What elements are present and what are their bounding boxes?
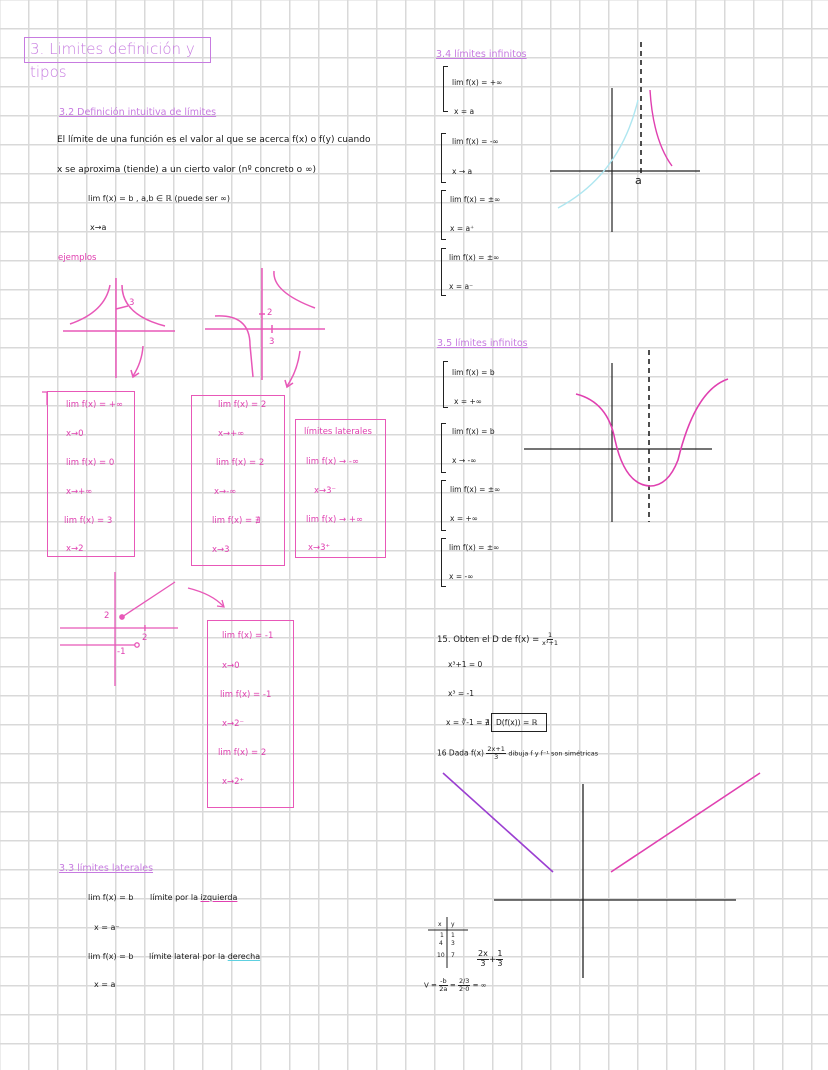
box1-line-5: lim f(x) = 3 — [64, 516, 113, 526]
right-limit-sub: x = a — [94, 980, 116, 989]
xy-table-lines — [428, 917, 468, 968]
s34-item4-sub: x = a⁻ — [449, 282, 474, 291]
section-3-4-heading: 3.4 límites infinitos — [436, 49, 527, 60]
ex15-statement-text: 15. Obten el D de f(x) = — [437, 635, 540, 646]
exercise-15-statement — [437, 632, 558, 647]
limits-at-infinity-graph — [524, 350, 728, 522]
example-box-4 — [207, 620, 294, 808]
ex16-frac-den: 3 — [494, 753, 499, 762]
graph1-label: 3 — [129, 298, 135, 308]
box2-line-4: x→-∞ — [214, 487, 237, 497]
left-limit-text — [150, 894, 237, 902]
ex15-frac-den: x³+1 — [542, 639, 559, 648]
definition-line-2: x se aproxima (tiende) a un cierto valor (nº concreto o ∞) — [57, 165, 316, 175]
s34-item3-sub: x = a⁺ — [450, 224, 475, 233]
table-header-y: y — [451, 921, 455, 928]
ex15-step2: x³ = -1 — [448, 689, 474, 698]
graph3-label-y-bottom: -1 — [117, 647, 126, 657]
right-limit-formula: lim f(x) = b — [88, 952, 134, 961]
s34-item1-sub: x = a — [454, 107, 475, 116]
left-limit-sub: x = a⁻ — [94, 923, 120, 932]
box2-line-2: x→+∞ — [218, 429, 245, 439]
example-box-2 — [191, 395, 285, 566]
left-limit-text-b: izquierda — [200, 893, 238, 902]
ex15-answer-box — [491, 713, 547, 732]
box1-line-1: lim f(x) = +∞ — [66, 400, 124, 410]
ex15-fraction — [542, 632, 558, 647]
vertex-eq: = — [449, 981, 456, 990]
s35-item1-sub: x = +∞ — [454, 397, 483, 406]
s34-item4-formula: lim f(x) = ±∞ — [449, 253, 500, 262]
ex15-step3: x = ∛-1 = ∄ — [446, 718, 490, 727]
expr-frac-2 — [496, 950, 503, 969]
section-3-3-heading: 3.3 límites laterales — [59, 863, 154, 874]
exercise-16-statement — [437, 746, 598, 761]
s35-item2-formula: lim f(x) = b — [452, 427, 495, 436]
box4-line-5: lim f(x) = 2 — [218, 748, 267, 758]
box2-line-5: lim f(x) = ∄ — [212, 516, 261, 526]
box4-line-2: x→0 — [222, 661, 240, 671]
example-box-1 — [47, 391, 135, 557]
s34-item2-formula: lim f(x) = -∞ — [452, 137, 499, 146]
lateral-limits-box — [295, 419, 386, 558]
vertex-formula — [424, 978, 487, 993]
ex15-step1: x³+1 = 0 — [448, 660, 483, 669]
s34-item2-sub: x → a — [452, 167, 473, 176]
box4-line-4: x→2⁻ — [222, 719, 245, 729]
s35-item4-sub: x = -∞ — [449, 572, 474, 581]
s35-item1-formula: lim f(x) = b — [452, 368, 495, 377]
table-row3-x: 10 — [437, 952, 445, 959]
vertex-den-1: 2a — [439, 985, 448, 994]
graph2-label-x: 3 — [269, 337, 275, 347]
bracket-3-4-1 — [443, 66, 448, 112]
box2-line-1: lim f(x) = 2 — [218, 400, 267, 410]
definition-formula: lim f(x) = b , a,b ∈ ℝ (puede ser ∞) — [88, 194, 230, 203]
expr-den-1: 3 — [480, 958, 486, 968]
box1-line-4: x→+∞ — [66, 487, 93, 497]
vertex-den-2: 2·0 — [459, 985, 470, 994]
s35-item3-sub: x = +∞ — [450, 514, 479, 523]
vertex-end: = ∞ — [472, 981, 487, 990]
graph2-label-y: 2 — [267, 308, 273, 318]
s35-item2-sub: x → -∞ — [452, 456, 477, 465]
right-limit-text-b: derecha — [227, 952, 261, 961]
bracket-3-5-2 — [441, 423, 446, 473]
table-row3-y: 7 — [451, 952, 455, 959]
box1-line-6: x→2 — [66, 544, 84, 554]
box2-line-6: x→3 — [212, 545, 230, 555]
bracket-3-4-3 — [441, 190, 446, 240]
ex16-statement-a: 16 Dada f(x) — [437, 748, 484, 758]
left-limit-text-a: límite por la — [150, 893, 201, 902]
graph3-label-y-top: 2 — [104, 611, 110, 621]
vertex-num-1: -b — [440, 977, 447, 985]
right-limit-text-a: límite lateral por la — [149, 952, 228, 961]
ex15-frac-num: 1 — [547, 631, 553, 639]
vertex-frac-2 — [458, 978, 470, 993]
box3-line-1: lim f(x) → -∞ — [306, 457, 360, 467]
bracket-3-5-4 — [441, 538, 446, 587]
graph-a-label: a — [635, 174, 642, 187]
box3-line-4: x→3⁺ — [308, 543, 331, 553]
ex16-expression — [477, 950, 503, 969]
vertex-num-2: 2/3 — [458, 977, 470, 985]
table-row2-y: 3 — [451, 940, 455, 947]
box4-line-6: x→2⁺ — [222, 777, 245, 787]
expr-plus: + — [488, 954, 497, 965]
examples-label: ejemplos — [58, 253, 97, 263]
box2-line-3: lim f(x) = 2 — [216, 458, 265, 468]
box4-line-3: lim f(x) = -1 — [220, 690, 272, 700]
box3-line-2: x→3⁻ — [314, 486, 337, 496]
box1-line-2: x→0 — [66, 429, 84, 439]
symmetric-functions-graph — [443, 773, 760, 978]
expr-num-2: 1 — [497, 949, 503, 958]
bracket-3-5-1 — [443, 361, 448, 408]
table-row1-y: 1 — [451, 932, 455, 939]
vertex-frac-1 — [439, 978, 447, 993]
box3-line-3: lim f(x) → +∞ — [306, 515, 364, 525]
section-3-5-heading: 3.5 límites infinitos — [437, 338, 528, 349]
ex16-fraction — [486, 746, 506, 761]
ex16-frac-num: 2x+1 — [487, 745, 505, 753]
page-title: 3. Limites definición y tipos — [24, 37, 211, 63]
left-limit-formula: lim f(x) = b — [88, 893, 134, 902]
ex15-answer: D(f(x)) = ℝ — [496, 718, 538, 727]
table-row1-x: 1 — [440, 932, 444, 939]
s34-item3-formula: lim f(x) = ±∞ — [450, 195, 501, 204]
graph3-label-x: 2 — [142, 633, 148, 643]
bracket-3-4-4 — [441, 248, 446, 296]
vertex-label: V = — [424, 981, 437, 990]
definition-formula-sub: x→a — [90, 223, 107, 232]
box4-line-1: lim f(x) = -1 — [222, 631, 274, 641]
table-row2-x: 4 — [439, 940, 443, 947]
expr-den-2: 3 — [497, 958, 503, 968]
s35-item3-formula: lim f(x) = ±∞ — [450, 485, 501, 494]
definition-line-1: El límite de una función es el valor al que se acerca f(x) o f(y) cuando — [57, 135, 371, 145]
right-limit-text — [149, 953, 260, 961]
bracket-3-4-2 — [441, 133, 446, 183]
infinite-limits-graph — [550, 42, 700, 232]
bracket-3-5-3 — [441, 480, 446, 531]
ex16-statement-b: dibuja f y f⁻¹ son simétricas — [508, 749, 599, 758]
section-3-2-heading: 3.2 Definición intuitiva de límites — [59, 107, 217, 118]
expr-frac-1 — [477, 950, 489, 969]
table-header-x: x — [438, 921, 442, 928]
box1-line-3: lim f(x) = 0 — [66, 458, 115, 468]
s35-item4-formula: lim f(x) = ±∞ — [449, 543, 500, 552]
s34-item1-formula: lim f(x) = +∞ — [452, 78, 503, 87]
example-graph-1 — [63, 278, 175, 378]
example-graph-2 — [205, 268, 325, 387]
box3-title: límites laterales — [304, 427, 372, 437]
example-graph-3 — [60, 572, 224, 686]
expr-num-1: 2x — [478, 949, 488, 958]
